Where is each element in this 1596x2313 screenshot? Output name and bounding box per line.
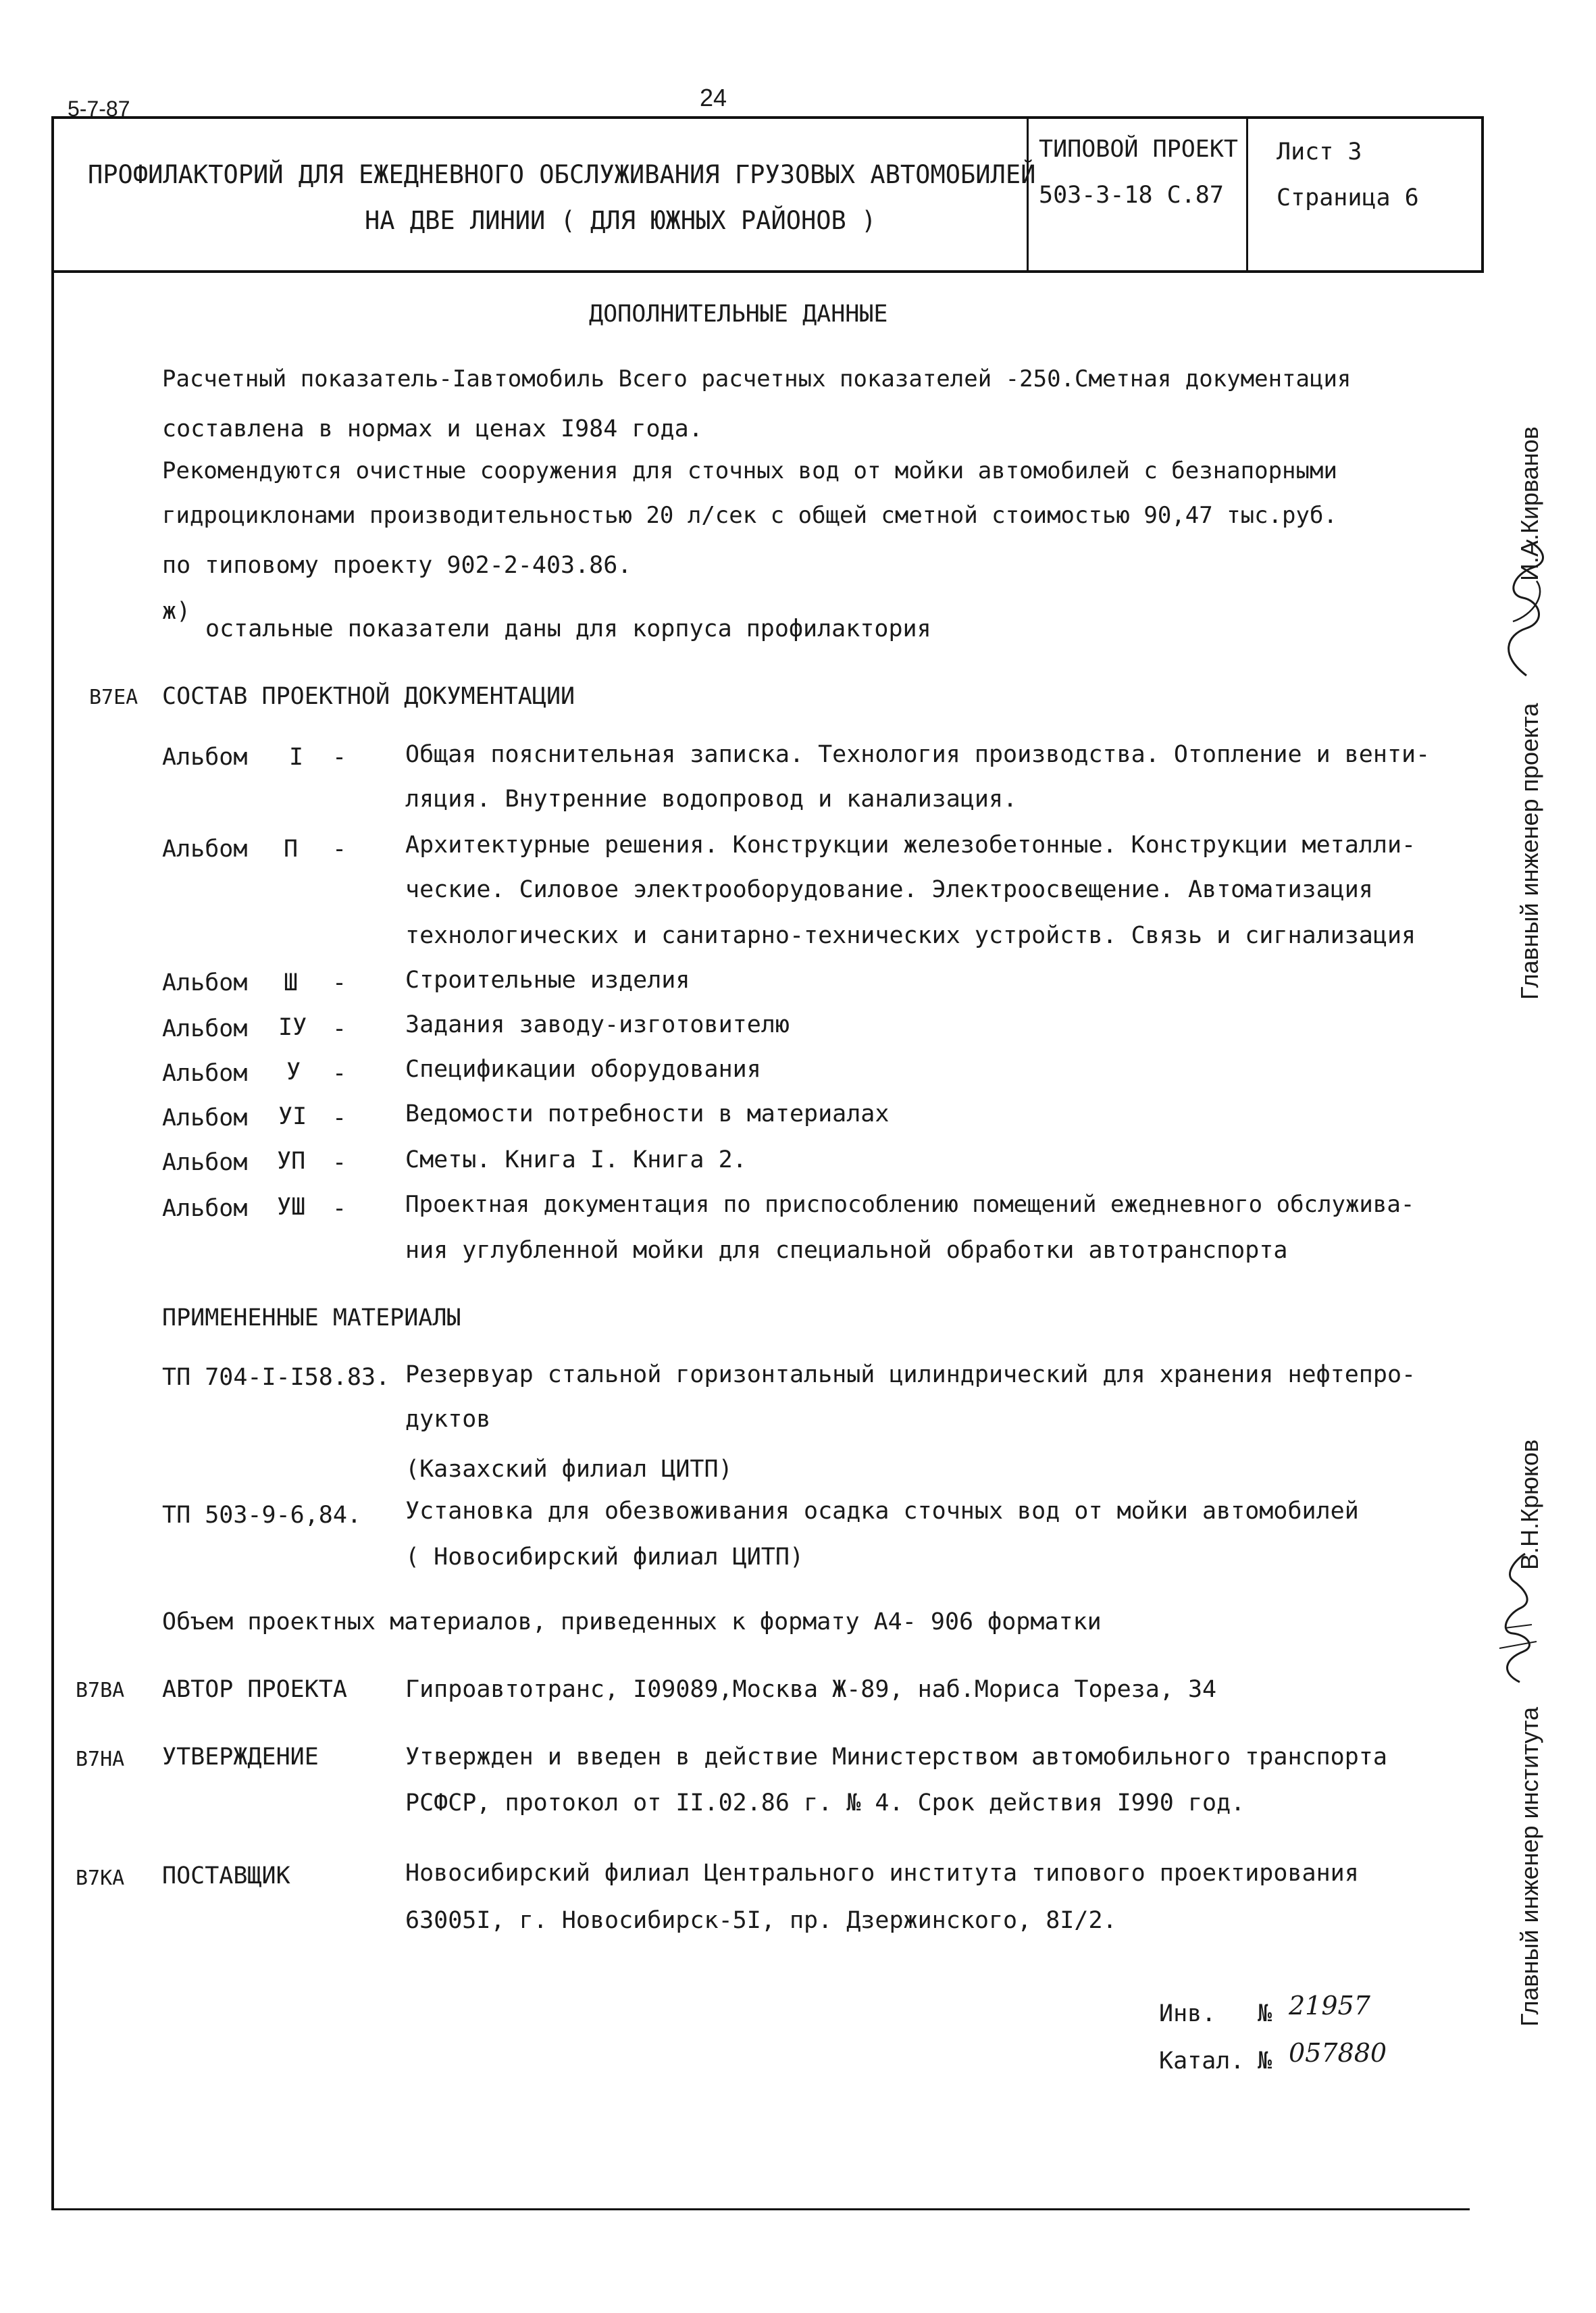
album-2-line-3: технологических и санитарно-технических устройств. Связь и сигнализация (405, 922, 1416, 949)
album-2-line-1: Архитектурные решения. Конструкции железобетонные. Конструкции металли- (405, 832, 1416, 859)
composition-code: В7ЕА (89, 686, 138, 709)
project-code: 503-3-18 С.87 (1039, 182, 1224, 209)
album-8-label: Альбом (162, 1195, 248, 1222)
title-divider-2 (1246, 116, 1248, 273)
album-5-num: У (286, 1059, 301, 1086)
album-4-dash: - (332, 1015, 347, 1042)
album-6-label: Альбом (162, 1104, 248, 1132)
material-2-line-1: Установка для обезвоживания осадка сточных вод от мойки автомобилей (405, 1498, 1359, 1525)
material-1-code: ТП 704-I-I58.83. (162, 1364, 390, 1391)
album-1-line-2: ляция. Внутренние водопровод и канализация. (405, 786, 1018, 813)
album-6-dash: - (332, 1104, 347, 1132)
page-number: 24 (700, 84, 727, 111)
supplier-line-2: 63005I, г. Новосибирск-5I, пр. Дзержинского, 8I/2. (405, 1907, 1117, 1934)
supplier-line-1: Новосибирский филиал Центрального института типового проектирования (405, 1860, 1359, 1887)
material-2-code: ТП 503-9-6,84. (162, 1502, 362, 1529)
signature-project-engineer (1486, 520, 1560, 682)
approval-line-2: РСФСР, протокол от II.02.86 г. № 4. Срок действия I990 год. (405, 1789, 1245, 1816)
title-block (51, 116, 1484, 273)
inventory-no-sign: № (1258, 2000, 1272, 2027)
album-7-num: УП (277, 1148, 306, 1175)
doc-code: 5-7-87 (68, 97, 130, 121)
album-5-dash: - (332, 1060, 347, 1087)
title-divider-1 (1027, 116, 1029, 273)
materials-volume: Объем проектных материалов, приведенных к формату А4- 906 форматки (162, 1608, 1102, 1635)
approval-label: УТВЕРЖДЕНИЕ (162, 1744, 319, 1771)
album-1-line-1: Общая пояснительная записка. Технология производства. Отопление и венти- (405, 741, 1431, 768)
album-7-line-1: Сметы. Книга I. Книга 2. (405, 1146, 747, 1173)
composition-heading: СОСТАВ ПРОЕКТНОЙ ДОКУМЕНТАЦИИ (162, 683, 575, 710)
inventory-label: Инв. (1159, 2000, 1216, 2027)
note-mark: ж) (162, 598, 191, 625)
supplier-code: В7КА (76, 1866, 125, 1890)
author-text: Гипроавтотранс, I09089,Москва Ж-89, наб.Мориса Тореза, 34 (405, 1676, 1217, 1703)
album-2-line-2: ческие. Силовое электрооборудование. Электроосвещение. Автоматизация (405, 876, 1373, 903)
chief-project-engineer-name: И.А.Кирванов (1516, 426, 1543, 581)
approval-code: В7НА (76, 1748, 125, 1771)
additional-line-5: по типовому проекту 902-2-403.86. (162, 552, 632, 579)
author-code: В7ВА (76, 1679, 125, 1702)
album-8-num: УШ (277, 1194, 306, 1221)
album-6-line-1: Ведомости потребности в материалах (405, 1100, 890, 1127)
sheet-number: Лист 3 (1277, 138, 1362, 166)
album-2-dash: - (332, 836, 347, 863)
album-1-label: Альбом (162, 744, 248, 771)
additional-line-4: гидроциклонами производительностью 20 л/сек с общей сметной стоимостью 90,47 тыс.руб. (162, 502, 1337, 529)
album-5-line-1: Спецификации оборудования (405, 1056, 761, 1083)
project-label: ТИПОВОЙ ПРОЕКТ (1039, 136, 1239, 163)
page-count: Страница 6 (1277, 184, 1419, 211)
approval-line-1: Утвержден и введен в действие Министерством автомобильного транспорта (405, 1744, 1387, 1771)
album-7-label: Альбом (162, 1149, 248, 1176)
material-1-line-1: Резервуар стальной горизонтальный цилиндрический для хранения нефтепро- (405, 1361, 1416, 1388)
album-3-label: Альбом (162, 969, 248, 996)
catalog-no-sign: № (1258, 2048, 1272, 2075)
note-text: остальные показатели даны для корпуса профилактория (205, 615, 931, 642)
chief-institute-engineer-label: Главный инженер института (1516, 1706, 1543, 2027)
album-1-num: I (289, 744, 304, 771)
material-1-line-2: дуктов (405, 1406, 491, 1433)
album-3-dash: - (332, 969, 347, 996)
album-8-line-2: ния углубленной мойки для специальной обработки автотранспорта (405, 1237, 1288, 1264)
material-1-line-3: (Казахский филиал ЦИТП) (405, 1456, 733, 1483)
album-8-dash: - (332, 1195, 347, 1222)
catalog-number: 057880 (1289, 2038, 1387, 2068)
album-5-label: Альбом (162, 1060, 248, 1087)
catalog-label: Катал. (1159, 2048, 1245, 2075)
author-label: АВТОР ПРОЕКТА (162, 1676, 347, 1703)
inventory-number: 21957 (1289, 1991, 1370, 2020)
album-6-num: УI (278, 1103, 307, 1130)
title-line-1: ПРОФИЛАКТОРИЙ ДЛЯ ЕЖЕДНЕВНОГО ОБСЛУЖИВАНИЯ ГРУЗОВЫХ АВТОМОБИЛЕЙ (88, 160, 1036, 189)
album-4-num: IУ (278, 1014, 307, 1041)
album-3-line-1: Строительные изделия (405, 967, 690, 994)
materials-heading: ПРИМЕНЕННЫЕ МАТЕРИАЛЫ (162, 1304, 461, 1331)
chief-project-engineer-label: Главный инженер проекта (1516, 703, 1543, 1000)
album-7-dash: - (332, 1149, 347, 1176)
material-2-line-2: ( Новосибирский филиал ЦИТП) (405, 1544, 804, 1571)
album-1-dash: - (332, 744, 347, 771)
supplier-label: ПОСТАВЩИК (162, 1862, 290, 1889)
album-4-line-1: Задания заводу-изготовителю (405, 1011, 790, 1038)
chief-institute-engineer-name: В.Н.Крюков (1516, 1439, 1543, 1570)
signature-institute-engineer (1472, 1513, 1547, 1689)
album-4-label: Альбом (162, 1015, 248, 1042)
album-2-label: Альбом (162, 836, 248, 863)
album-2-num: П (284, 836, 299, 863)
album-3-num: Ш (284, 969, 299, 996)
additional-line-3: Рекомендуются очистные сооружения для сточных вод от мойки автомобилей с безнапорными (162, 457, 1337, 484)
album-8-line-1: Проектная документация по приспособлению помещений ежедневного обслужива- (405, 1191, 1415, 1218)
additional-heading: ДОПОЛНИТЕЛЬНЫЕ ДАННЫЕ (589, 301, 888, 328)
title-line-2: НА ДВЕ ЛИНИИ ( ДЛЯ ЮЖНЫХ РАЙОНОВ ) (365, 206, 877, 235)
additional-line-1: Расчетный показатель-Iавтомобиль Всего расчетных показателей -250.Сметная документация (162, 365, 1352, 392)
additional-line-2: составлена в нормах и ценах I984 года. (162, 415, 703, 442)
